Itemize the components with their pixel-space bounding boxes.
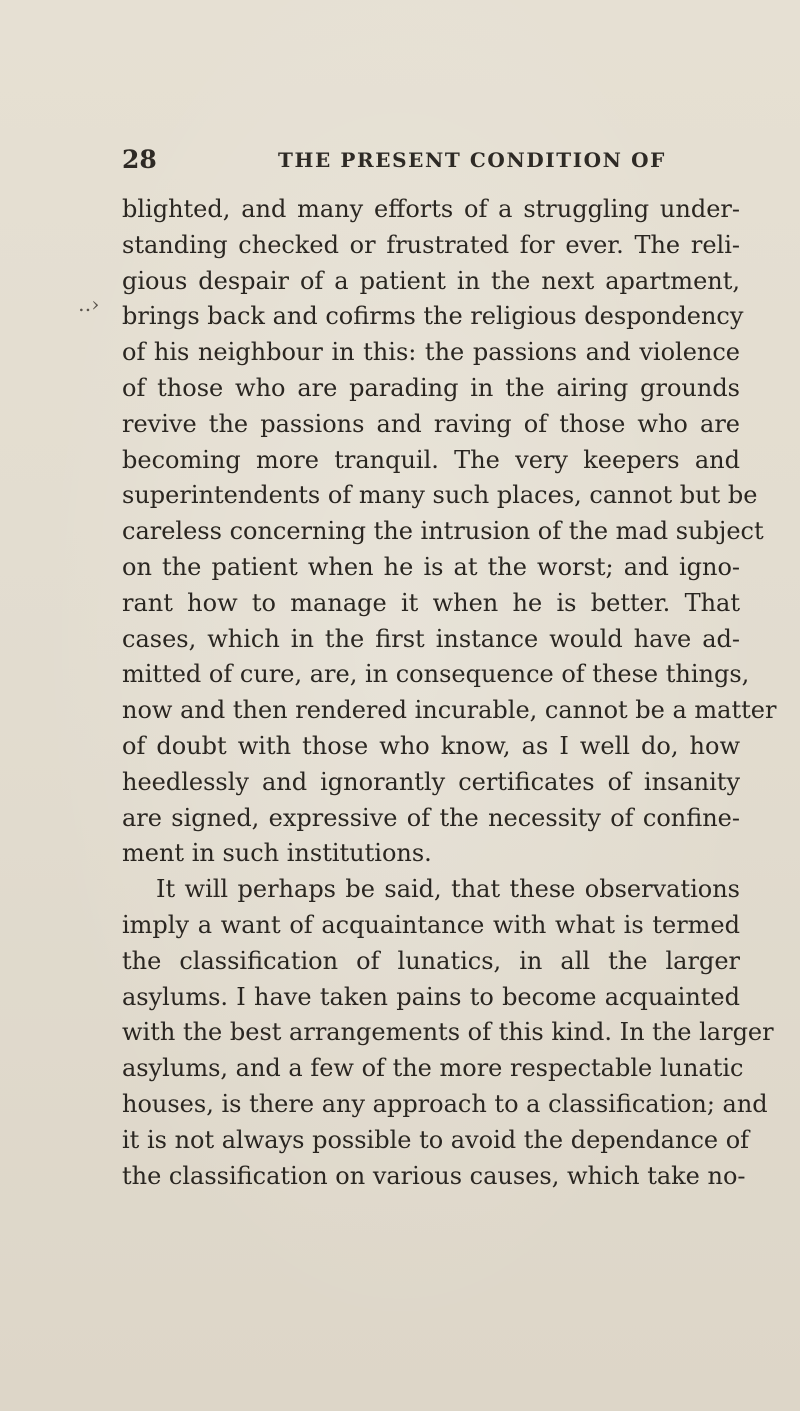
text-line: imply a want of acquaintance with what is termed xyxy=(122,910,740,939)
text-line: the classification on various causes, which take no- xyxy=(122,1161,746,1190)
text-line: revive the passions and raving of those who are xyxy=(122,409,740,438)
margin-mark: ․․› xyxy=(78,292,100,316)
text-line: it is not always possible to avoid the dependance of xyxy=(122,1125,750,1154)
text-line: of those who are parading in the airing grounds xyxy=(122,373,740,402)
text-line: of doubt with those who know, as I well do, how xyxy=(122,731,740,760)
text-line: of his neighbour in this: the passions and violence xyxy=(122,338,740,367)
text-line: with the best arrangements of this kind. In the larger xyxy=(122,1018,774,1047)
text-line: careless concerning the intrusion of the mad subject xyxy=(122,517,764,546)
text-line: asylums, and a few of the more respectable lunatic xyxy=(122,1054,744,1083)
page-header xyxy=(0,145,800,185)
page-number: 28 xyxy=(122,145,157,174)
text-line: gious despair of a patient in the next apartment, xyxy=(122,266,740,295)
text-line: are signed, expressive of the necessity of confine- xyxy=(122,803,740,832)
text-line: rant how to manage it when he is better. That xyxy=(122,588,740,617)
text-line: on the patient when he is at the worst; and igno- xyxy=(122,552,740,581)
text-line: asylums. I have taken pains to become acquainted xyxy=(122,982,740,1011)
text-line: now and then rendered incurable, cannot be a matter xyxy=(122,696,777,725)
running-head: THE PRESENT CONDITION OF xyxy=(278,148,666,172)
text-line: blighted, and many efforts of a struggling under- xyxy=(122,195,740,223)
text-line: mitted of cure, are, in consequence of these things, xyxy=(122,660,750,689)
text-line: houses, is there any approach to a classification; and xyxy=(122,1089,768,1118)
text-line: cases, which in the first instance would have ad- xyxy=(122,624,740,653)
text-line: heedlessly and ignorantly certificates of insanity xyxy=(122,767,740,796)
text-line: becoming more tranquil. The very keepers and xyxy=(122,445,740,474)
body-text xyxy=(122,192,777,1194)
text-line: superintendents of many such places, cannot but be xyxy=(122,481,758,510)
paragraph-end-line: ment in such institutions. xyxy=(122,839,432,868)
text-line: brings back and cofirms the religious despondency xyxy=(122,302,744,331)
paragraph-start-line: It will perhaps be said, that these observations xyxy=(156,875,740,904)
text-line: the classification of lunatics, in all the larger xyxy=(122,946,740,975)
text-line: standing checked or frustrated for ever. The reli- xyxy=(122,230,740,259)
